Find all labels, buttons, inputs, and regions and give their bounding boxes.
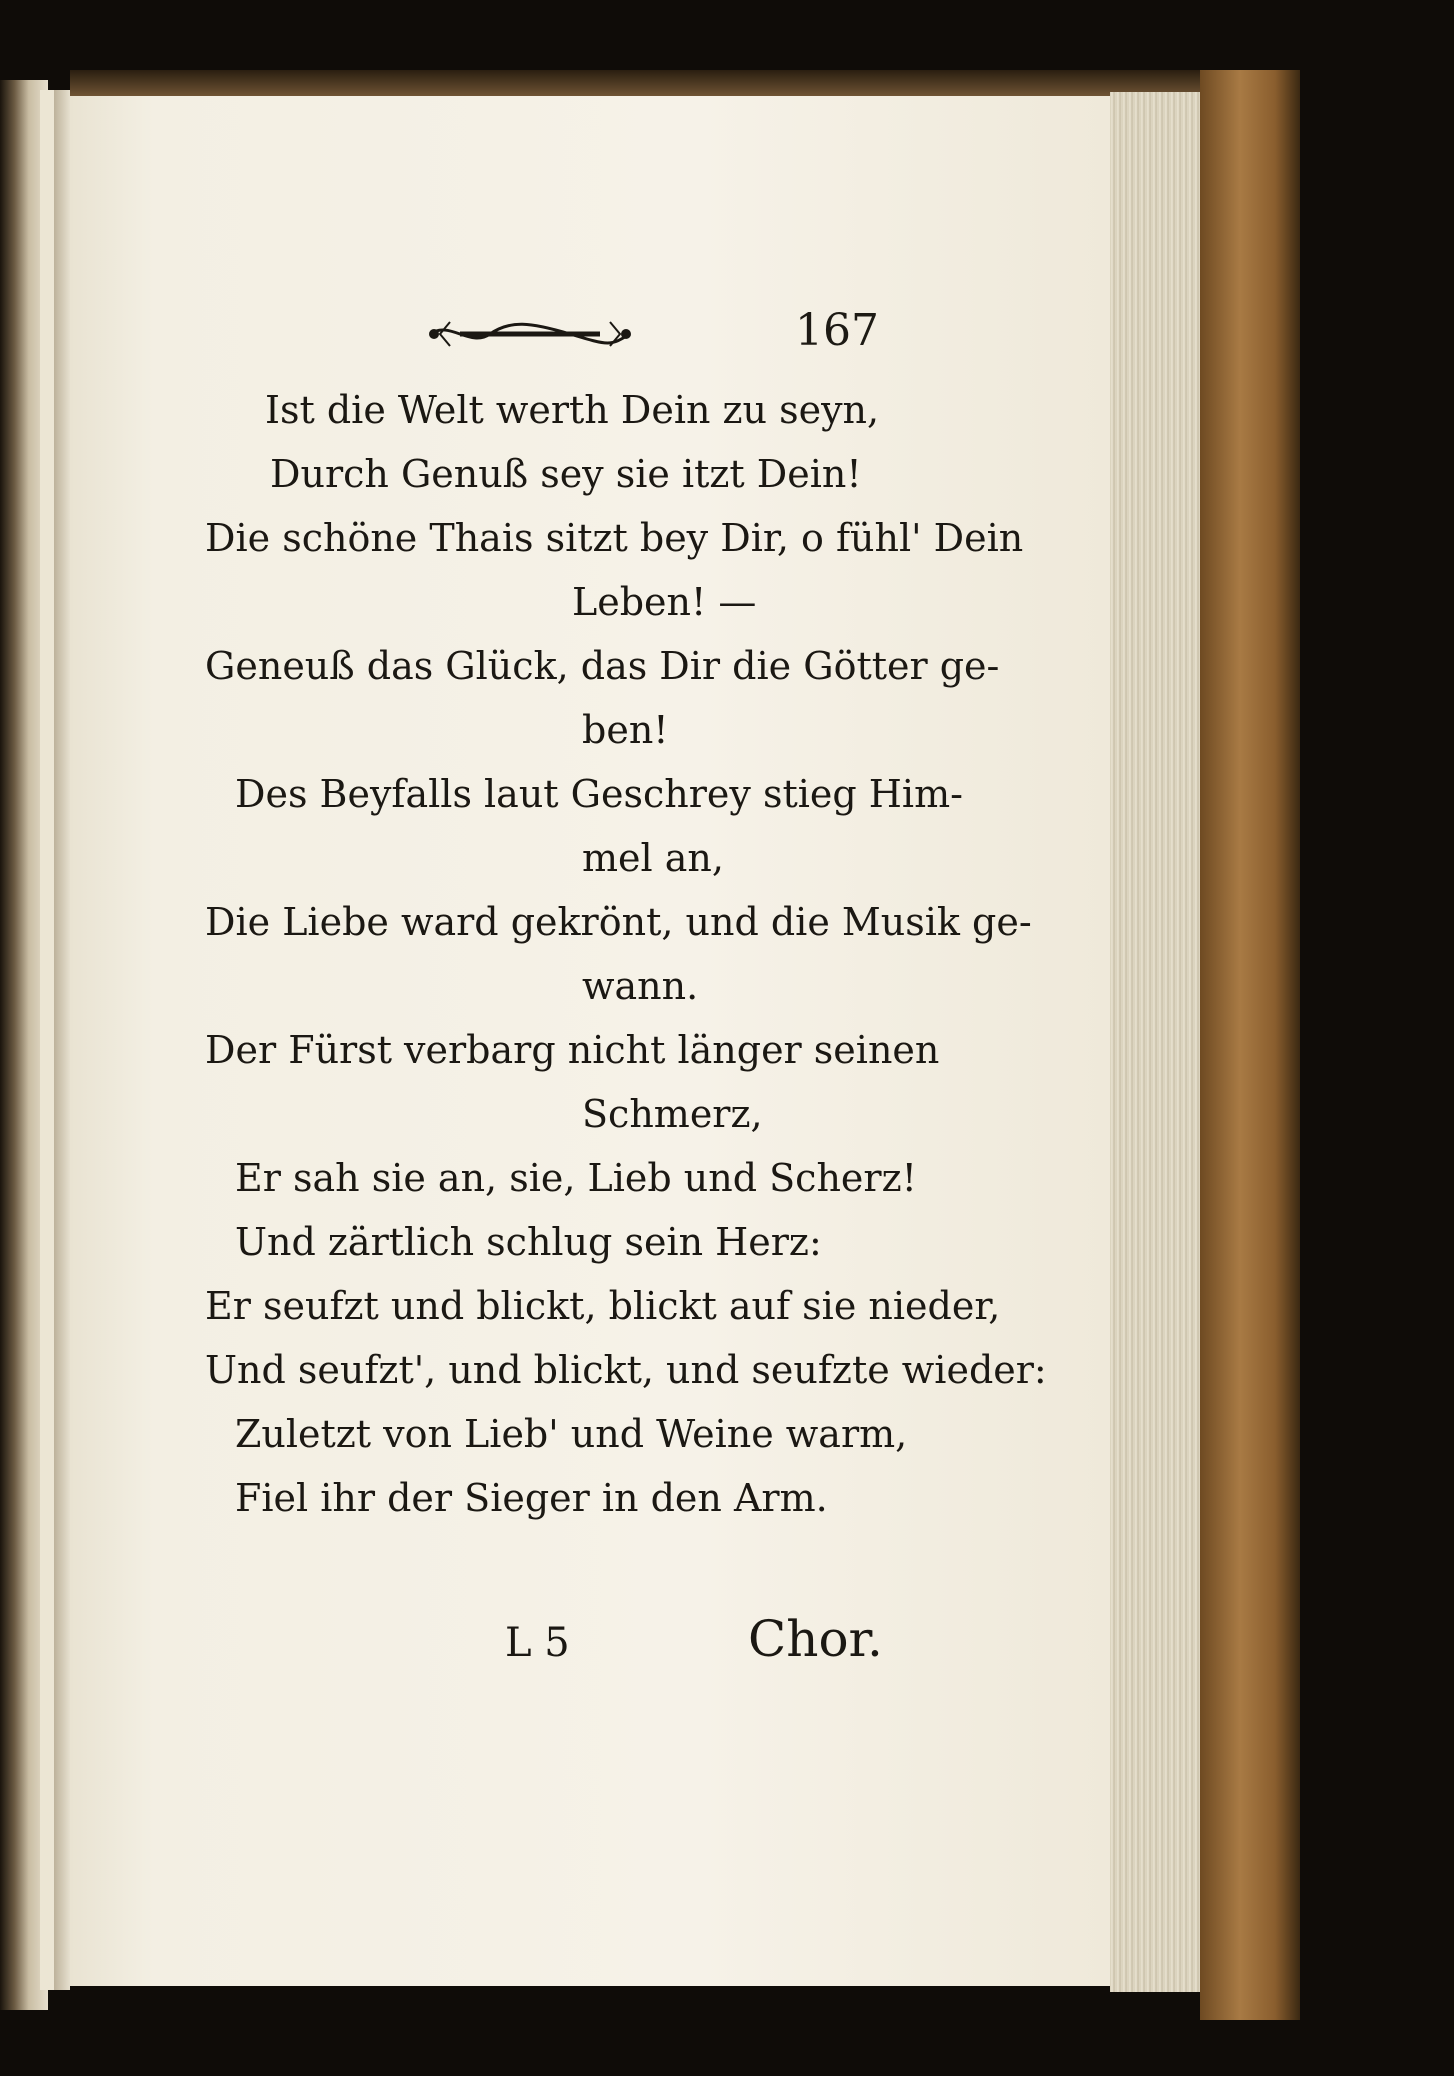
poem-line: Ist die Welt werth Dein zu seyn, bbox=[265, 388, 880, 432]
page-number: 167 bbox=[795, 305, 879, 356]
poem-line: Die schöne Thais sitzt bey Dir, o fühl' Dein bbox=[205, 516, 1024, 560]
catchword: Chor. bbox=[748, 1610, 883, 1668]
poem-line: wann. bbox=[582, 964, 699, 1008]
headpiece-ornament-icon bbox=[420, 312, 640, 356]
poem-line: Zuletzt von Lieb' und Weine warm, bbox=[235, 1412, 908, 1456]
poem-line: Geneuß das Glück, das Dir die Götter ge- bbox=[205, 644, 1000, 688]
poem-line: Und seufzt', und blickt, und seufzte wieder: bbox=[205, 1348, 1047, 1392]
poem-line: Er seufzt und blickt, blickt auf sie nieder, bbox=[205, 1284, 1001, 1328]
poem-line: Durch Genuß sey sie itzt Dein! bbox=[270, 452, 862, 496]
poem-line: Schmerz, bbox=[582, 1092, 763, 1136]
poem-line: ben! bbox=[582, 708, 669, 752]
poem-line: mel an, bbox=[582, 836, 724, 880]
poem-line: Des Beyfalls laut Geschrey stieg Him- bbox=[235, 772, 963, 816]
page-block-edges bbox=[1110, 92, 1206, 1992]
poem-line: Leben! — bbox=[572, 580, 757, 624]
poem-line: Die Liebe ward gekrönt, und die Musik ge- bbox=[205, 900, 1032, 944]
poem-line: Der Fürst verbarg nicht länger seinen bbox=[205, 1028, 940, 1072]
signature-mark: L 5 bbox=[505, 1620, 570, 1666]
book-gutter bbox=[54, 90, 70, 1990]
poem-line: Er sah sie an, sie, Lieb und Scherz! bbox=[235, 1156, 917, 1200]
leather-cover-edge bbox=[1200, 70, 1300, 2020]
poem-line: Und zärtlich schlug sein Herz: bbox=[235, 1220, 822, 1264]
cover-top-edge bbox=[70, 70, 1290, 96]
poem-line: Fiel ihr der Sieger in den Arm. bbox=[235, 1476, 828, 1520]
